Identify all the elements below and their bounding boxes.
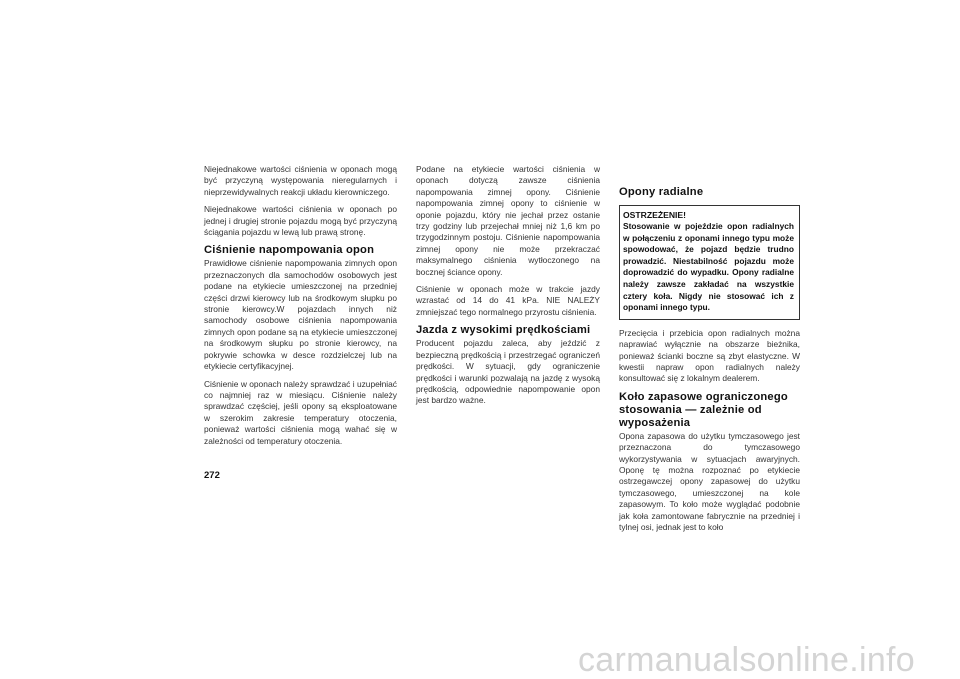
- paragraph-radial-repair: Przecięcia i przebicia opon radialnych można naprawiać wyłącznie na obszarze bieżnika, ponieważ ścianki boczne są zbyt elastyczne. W kwestii napraw opon radialnych należy konsultować się z lokalnym dealerem.: [619, 327, 800, 384]
- warning-box: [619, 205, 800, 320]
- warning-text: Stosowanie w pojeździe opon radialnych w połączeniu z oponami innego typu może spowodować, że pojazd będzie trudno prowadzić. Niestabilność pojazdu może doprowadzić do wypadku. Opony radialne należy zawsze zakładać na wszystkie cztery koła. Nigdy nie stosować ich z oponami innego typu.: [623, 221, 794, 313]
- column-left: [204, 164, 397, 453]
- paragraph-uneven-pressure-pull: Niejednakowe wartości ciśnienia w oponach po jednej i drugiej stronie pojazdu mogą być przyczyną ściągania pojazdu w lewą lub prawą stronę.: [204, 204, 397, 238]
- paragraph-cold-tire-pressure: Podane na etykiecie wartości ciśnienia w oponach dotyczą zawsze ciśnienia napompowania zimnej opony. Ciśnienie napompowania zimnej opony to ciśnienie w oponie pojazdu, który nie jechał przez ostanie trzy godziny lub przejechał mniej niż 1,6 km po trzygodzinnym postoju. Ciśnienie napompowania zimnej opony nie może przekraczać maksymalnego ciśnienia wytłoczonego na bocznej ściance opony.: [416, 164, 600, 277]
- paragraph-pressure-rise: Ciśnienie w oponach może w trakcie jazdy wzrastać od 14 do 41 kPa. NIE NALEŻY zmniejszać tego normalnego przyrostu ciśnienia.: [416, 284, 600, 317]
- paragraph-monthly-check: Ciśnienie w oponach należy sprawdzać i uzupełniać co najmniej raz w miesiącu. Ciśnienie należy sprawdzać częściej, jeśli opony są eksploatowane w szerokim zakresie temperatury otoczenia, ponieważ wartości ciśnienia mogą wahać się w zależności od temperatury otoczenia.: [204, 378, 397, 446]
- heading-limited-use-spare: Koło zapasowe ograniczonego stosowania — zależnie od wyposażenia: [619, 390, 788, 429]
- heading-high-speed-driving: Jazda z wysokimi prędkościami: [416, 324, 591, 337]
- warning-title: OSTRZEŻENIE!: [623, 210, 687, 220]
- heading-radial-tires: Opony radialne: [619, 186, 704, 198]
- paragraph-uneven-pressure-steering: Niejednakowe wartości ciśnienia w oponach mogą być przyczyną występowania nieregularnych i nieprzewidywalnych reakcji układu kierowniczego.: [204, 164, 397, 197]
- heading-tire-inflation-pressure: Ciśnienie napompowania opon: [204, 244, 375, 257]
- watermark-text: carmanualsonline.info: [577, 641, 915, 679]
- column-middle: [416, 164, 600, 413]
- paragraph-temporary-spare: Opona zapasowa do użytku tymczasowego jest przeznaczona do tymczasowego wykorzystywania w sytuacjach awaryjnych. Oponę tę można rozpoznać po etykiecie ostrzegawczej opony zapasowej do użytku tymczasowego, umieszczonej na kole zapasowym. To koło może wyglądać podobnie jak koła zamontowane fabrycznie na przedniej i tylnej osi, jednak jest to koło: [619, 430, 800, 533]
- page-number: 272: [204, 470, 220, 481]
- paragraph-pressure-label-location: Prawidłowe ciśnienie napompowania zimnych opon przeznaczonych dla samochodów osobowych jest podane na etykiecie umieszczonej na przedniej części drzwi kierowcy lub na środkowym słupku po stronie kierowcy.W pojazdach innych niż samochody osobowe ciśnienia napompowania zimnych opon podane są na etykiecie umieszczonej na środkowym słupku po stronie kierowcy, na pokrywie schowka w desce rozdzielczej lub na etykiecie certyfikacyjnej.: [204, 258, 397, 372]
- column-right: [619, 164, 800, 539]
- paragraph-safe-speed: Producent pojazdu zaleca, aby jeździć z bezpieczną prędkością i przestrzegać ograniczeń prędkości. W sytuacji, gdy ograniczenie prędkości i warunki pozwalają na jazdę z wysoką prędkością, odpowiednie napompowanie opon jest bardzo ważne.: [416, 338, 600, 406]
